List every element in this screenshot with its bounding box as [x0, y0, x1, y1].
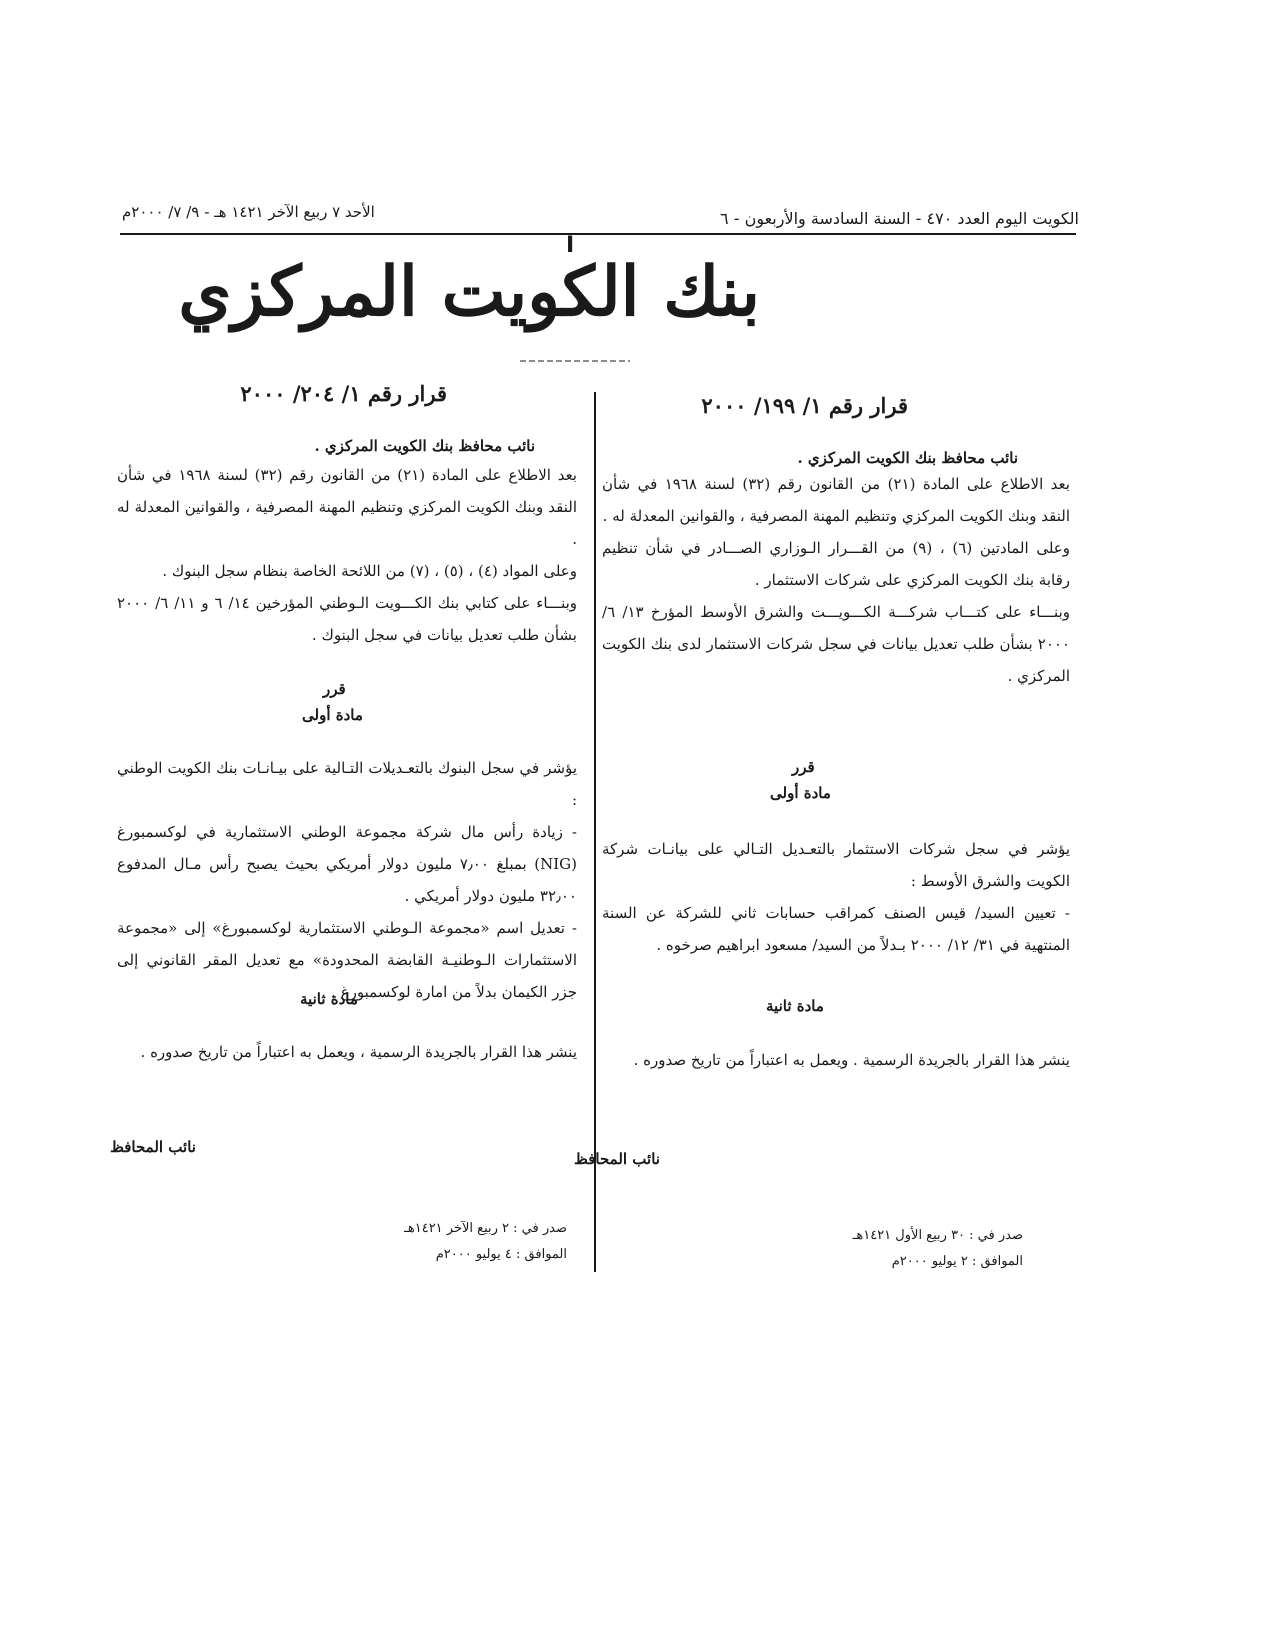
decision-preamble [117, 459, 577, 651]
article-paragraph: - تعديل اسم «مجموعة الـوطني الاستثمارية لوكسمبورغ» إلى «مجموعة الاستثمارات الـوطنيـة القابضة المحدودة» مع تعديل المقر القانوني إلى جزر الكيمان بدلاً من امارة لوكسمبورغ . [117, 919, 577, 1001]
decision-issuer: نائب محافظ بنك الكويت المركزي . [314, 437, 535, 455]
decision-issuer: نائب محافظ بنك الكويت المركزي . [797, 449, 1018, 467]
decided-label: قرر [792, 758, 815, 776]
article-one [117, 752, 577, 1008]
article-label: مادة ثانية [766, 997, 824, 1015]
gazette-date: الأحد ٧ ربيع الآخر ١٤٢١ هـ - ٩/ ٧/ ٢٠٠٠م [122, 203, 375, 221]
article-paragraph: - تعيين السيد/ قيس الصنف كمراقب حسابات ثاني للشركة عن السنة المنتهية في ٣١/ ١٢/ ٢٠٠٠ بـدلاً من السيد/ مسعود ابراهيم صرخوه . [602, 904, 1070, 954]
masthead-ornament [520, 358, 630, 364]
article-label: مادة ثانية [300, 990, 358, 1008]
decision-title: قرار رقم ١/ ٢٠٤/ ٢٠٠٠ [240, 381, 447, 406]
column-divider [594, 392, 596, 1272]
preamble-paragraph: بعد الاطلاع على المادة (٢١) من القانون رقم (٣٢) لسنة ١٩٦٨ في شأن النقد وبنك الكويت المركزي وتنظيم المهنة المصرفية ، والقوانين المعدلة له . [117, 466, 577, 548]
article-label: مادة أولى [770, 784, 831, 802]
article-one [602, 833, 1070, 961]
header-divider [120, 233, 1076, 235]
preamble-paragraph: وعلى المادتين (٦) ، (٩) من القـــرار الـوزاري الصـــادر في شأن تنظيم رقابة بنك الكويت المركزي على شركات الاستثمار . [602, 539, 1070, 589]
decided-label: قرر [323, 680, 346, 698]
article-two-text: ينشر هذا القرار بالجريدة الرسمية ، ويعمل به اعتباراً من تاريخ صدوره . [140, 1043, 577, 1061]
masthead-mark: I [566, 233, 575, 258]
masthead-title: بنك الكويت المركزي [178, 252, 760, 332]
article-paragraph: - زيادة رأس مال شركة مجموعة الوطني الاستثمارية في لوكسمبورغ (NIG) بمبلغ ٧٫٠٠ مليون دولار أمريكي بحيث يصبح رأس مـال المدفوع ٣٢٫٠٠ مليون دولار أمريكي . [117, 823, 577, 905]
decision-preamble [602, 468, 1070, 692]
article-two-text: ينشر هذا القرار بالجريدة الرسمية . ويعمل به اعتباراً من تاريخ صدوره . [633, 1051, 1070, 1069]
article-label: مادة أولى [302, 706, 363, 724]
issue-date-hijri: صدر في : ٣٠ ربيع الأول ١٤٢١هـ [852, 1228, 1023, 1243]
issue-date-gregorian: الموافق : ٤ يوليو ٢٠٠٠م [435, 1247, 567, 1262]
article-paragraph: يؤشر في سجل شركات الاستثمار بالتعـديل التـالي على بيانـات شركة الكويت والشرق الأوسط : [602, 840, 1070, 890]
signature: نائب المحافظ [574, 1150, 660, 1168]
issue-date-hijri: صدر في : ٢ ربيع الآخر ١٤٢١هـ [404, 1221, 567, 1236]
article-paragraph: يؤشر في سجل البنوك بالتعـديلات التـالية على بيـانـات بنك الكويت الوطني : [117, 759, 577, 809]
preamble-paragraph: بعد الاطلاع على المادة (٢١) من القانون رقم (٣٢) لسنة ١٩٦٨ في شأن النقد وبنك الكويت المركزي وتنظيم المهنة المصرفية ، والقوانين المعدلة له . [602, 475, 1070, 525]
preamble-paragraph: وبنـــاء على كتابي بنك الكـــويت الـوطني المؤرخين ١٤/ ٦ و ١١/ ٦/ ٢٠٠٠ بشأن طلب تعديل بيانات في سجل البنوك . [117, 594, 578, 644]
gazette-issue-info: الكويت اليوم العدد ٤٧٠ - السنة السادسة والأربعون - ٦ [720, 209, 1079, 228]
decision-title: قرار رقم ١/ ١٩٩/ ٢٠٠٠ [701, 393, 908, 418]
issue-date-gregorian: الموافق : ٢ يوليو ٢٠٠٠م [891, 1254, 1023, 1269]
preamble-paragraph: وعلى المواد (٤) ، (٥) ، (٧) من اللائحة الخاصة بنظام سجل البنوك . [162, 562, 577, 580]
signature: نائب المحافظ [110, 1138, 196, 1156]
preamble-paragraph: وبنـــاء على كتـــاب شركـــة الكـــويـــت والشرق الأوسط المؤرخ ١٣/ ٦/ ٢٠٠٠ بشأن طلب تعديل بيانات في سجل شركات الاستثمار لدى بنك الكويت المركزي . [602, 603, 1070, 685]
